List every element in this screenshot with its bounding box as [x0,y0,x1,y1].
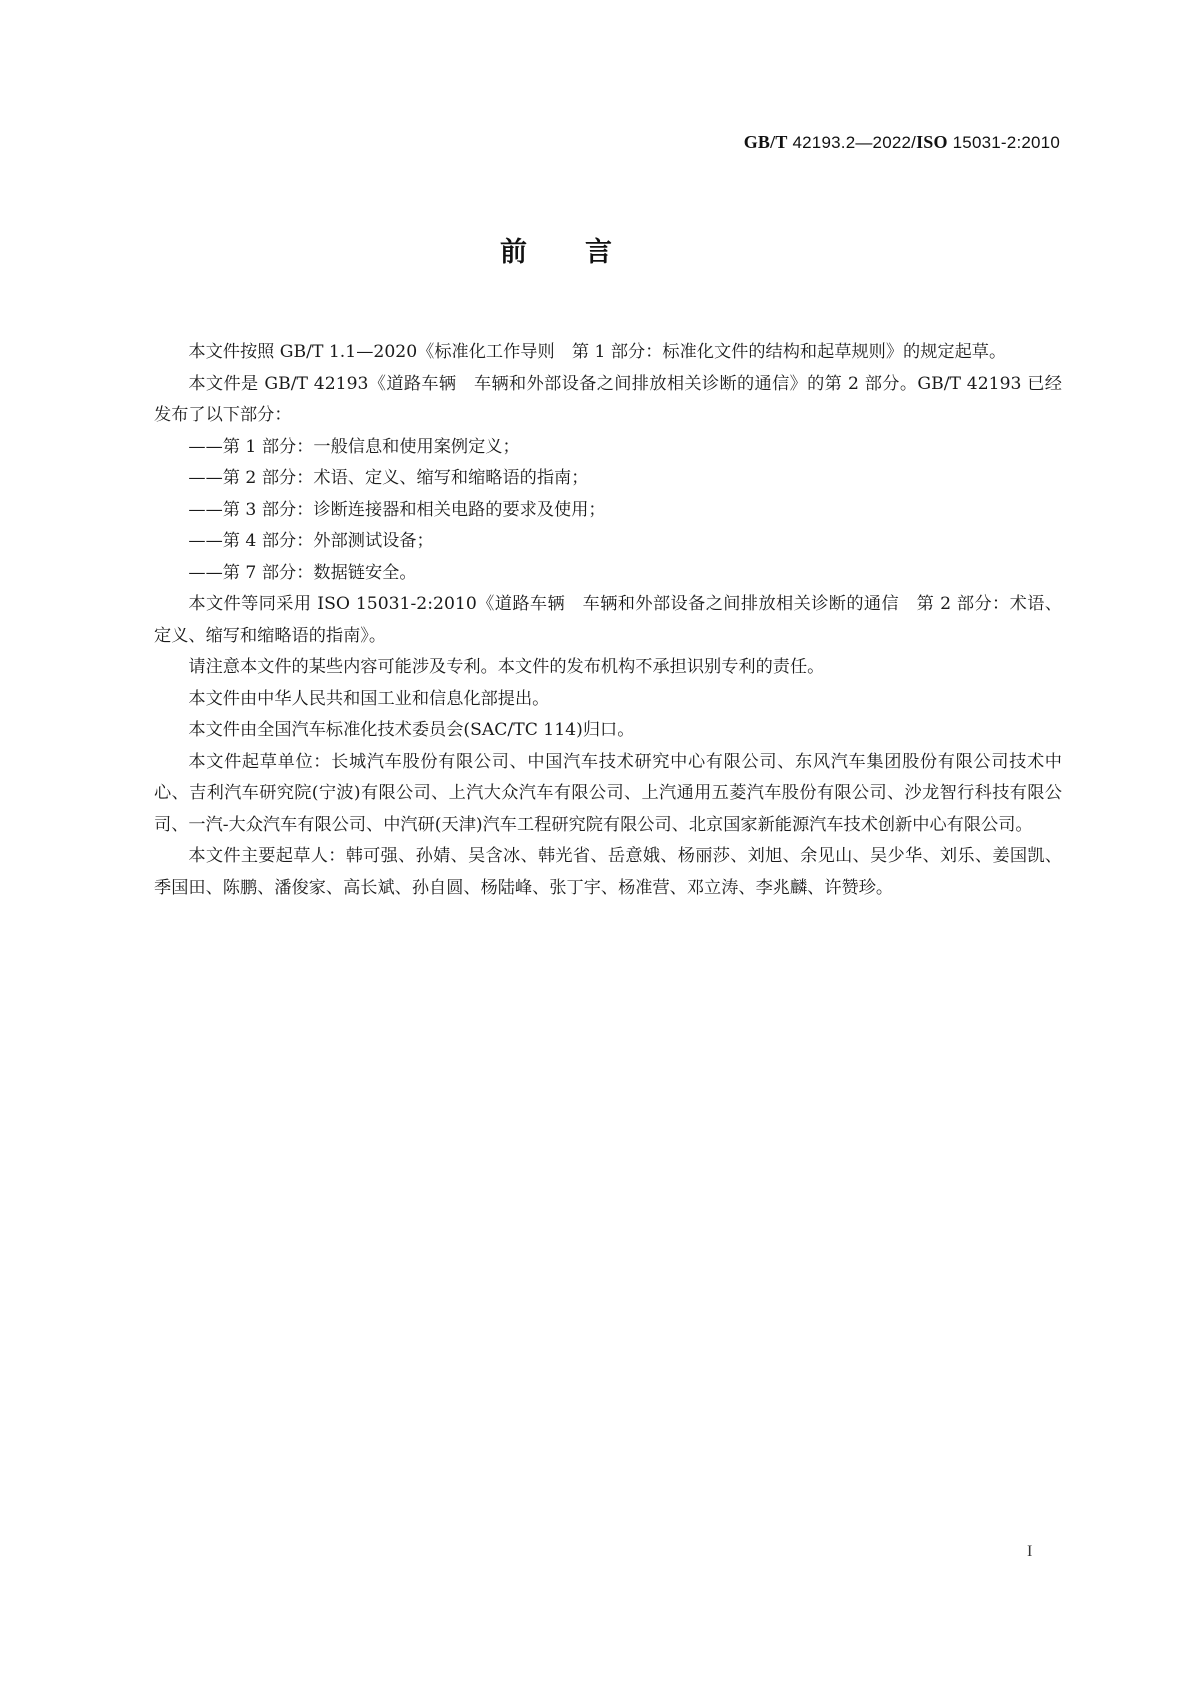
paragraph-drafting-units: 本文件起草单位：长城汽车股份有限公司、中国汽车技术研究中心有限公司、东风汽车集团股份有限公司技术中心、吉利汽车研究院(宁波)有限公司、上汽大众汽车有限公司、上汽通用五菱汽车股份有限公司、沙龙智行科技有限公司、一汽-大众汽车有限公司、中汽研(天津)汽车工程研究院有限公司、北京国家新能源汽车技术创新中心有限公司。 [154,751,1062,835]
title-char-1: 前 [500,237,527,268]
paragraph-drafting-rules: 本文件按照 GB/T 1.1—2020《标准化工作导则 第 1 部分：标准化文件的结构和起草规则》的规定起草。 [188,342,1007,362]
paragraph-series-info: 本文件是 GB/T 42193《道路车辆 车辆和外部设备之间排放相关诊断的通信》的第 2 部分。GB/T 42193 已经发布了以下部分： [154,373,1062,425]
foreword-body [154,337,1062,904]
list-item-part-4: ——第 4 部分：外部测试设备； [188,531,434,551]
page-title [0,230,1112,269]
list-item-part-3: ——第 3 部分：诊断连接器和相关电路的要求及使用； [188,499,606,520]
std-prefix: GB/T [743,132,788,152]
paragraph-iso-adoption: 本文件等同采用 ISO 15031-2:2010《道路车辆 车辆和外部设备之间排放相关诊断的通信 第 2 部分：术语、定义、缩写和缩略语的指南》。 [154,594,1062,646]
iso-number: 15031-2:2010 [952,133,1060,152]
list-item-part-2: ——第 2 部分：术语、定义、缩写和缩略语的指南； [188,468,589,488]
iso-prefix: ISO [916,132,948,152]
title-char-2: 言 [585,237,612,268]
paragraph-committee: 本文件由全国汽车标准化技术委员会(SAC/TC 114)归口。 [188,720,635,740]
paragraph-drafters: 本文件主要起草人：韩可强、孙婧、吴含冰、韩光省、岳意娥、杨丽莎、刘旭、余见山、吴少华、刘乐、姜国凯、季国田、陈鹏、潘俊家、高长斌、孙自圆、杨陆峰、张丁宇、杨准营、邓立涛、李兆麟、许赞珍。 [154,846,1062,898]
paragraph-patent-notice: 请注意本文件的某些内容可能涉及专利。本文件的发布机构不承担识别专利的责任。 [188,657,825,677]
standard-code-header [744,132,1060,153]
std-number: 42193.2—2022/ [792,133,917,152]
list-item-part-1: ——第 1 部分：一般信息和使用案例定义； [188,436,520,457]
page-number: I [1027,1543,1033,1560]
list-item-part-7: ——第 7 部分：数据链安全。 [188,562,417,583]
paragraph-proposer: 本文件由中华人民共和国工业和信息化部提出。 [188,688,550,709]
